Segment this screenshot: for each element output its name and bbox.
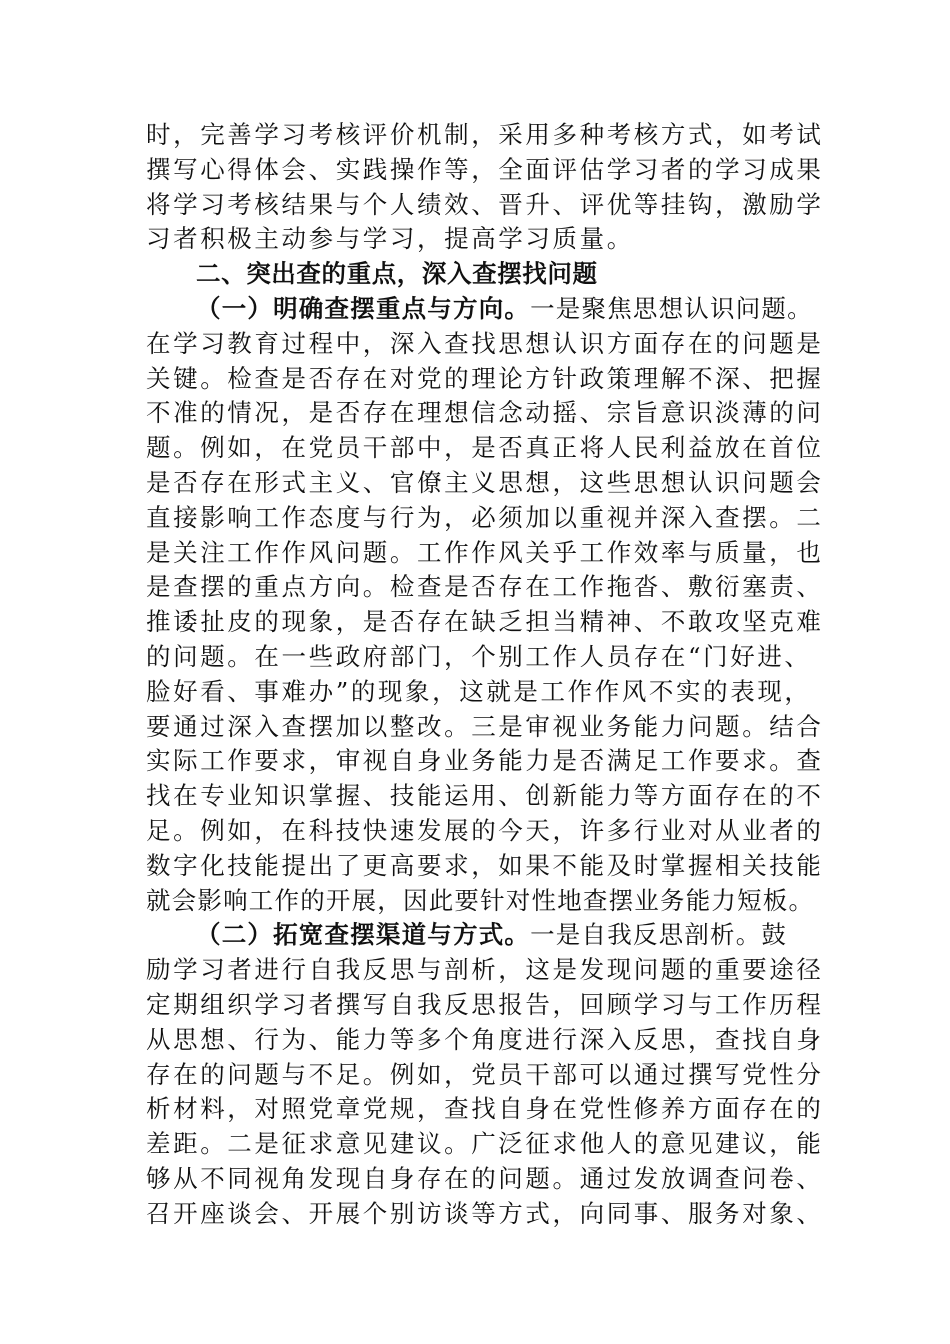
text-line: 足。例如，在科技快速发展的今天，许多行业对从业者的 [146,815,824,845]
text-line: 题。例如，在党员干部中，是否真正将人民利益放在首位 [146,433,824,463]
text-line: 励学习者进行自我反思与剖析，这是发现问题的重要途径 [146,955,824,985]
body-text [146,118,836,1232]
text-line: 撰写心得体会、实践操作等，全面评估学习者的学习成果 [146,154,824,184]
text-line: 够从不同视角发现自身存在的问题。通过发放调查问卷、 [146,1163,824,1193]
subsection-line [146,292,836,327]
text-line: 就会影响工作的开展，因此要针对性地查摆业务能力短板。 [146,885,815,915]
text-line: 是否存在形式主义、官僚主义思想，这些思想认识问题会 [146,467,824,497]
text-line: 直接影响工作态度与行为，必须加以重视并深入查摆。二 [146,502,824,532]
section-heading: 二、突出查的重点，深入查摆找问题 [196,259,598,289]
text-line: 是查摆的重点方向。检查是否存在工作拖沓、敷衍塞责、 [146,572,824,602]
text-line: 关键。检查是否存在对党的理论方针政策理解不深、把握 [146,363,824,393]
subsection-heading: （二）拓宽查摆渠道与方式。 [196,920,531,950]
text-span: 一是自我反思剖析。鼓 [530,920,788,950]
text-line: 在学习教育过程中，深入查找思想认识方面存在的问题是 [146,328,824,358]
text-line: 析材料，对照党章党规，查找自身在党性修养方面存在的 [146,1094,824,1124]
text-line: 定期组织学习者撰写自我反思报告，回顾学习与工作历程 [146,989,824,1019]
text-line: 要通过深入查摆加以整改。三是审视业务能力问题。结合 [146,711,824,741]
text-line: 是关注工作作风问题。工作作风关乎工作效率与质量，也 [146,537,824,567]
text-line: 从思想、行为、能力等多个角度进行深入反思，查找自身 [146,1024,824,1054]
text-line: 将学习考核结果与个人绩效、晋升、评优等挂钩，激励学 [146,189,824,219]
text-line: 实际工作要求，审视自身业务能力是否满足工作要求。查 [146,746,824,776]
text-line: 时，完善学习考核评价机制，采用多种考核方式，如考试 [146,120,824,149]
text-line: 不准的情况，是否存在理想信念动摇、宗旨意识淡薄的问 [146,398,824,428]
subsection-heading: （一）明确查摆重点与方向。 [196,293,531,323]
text-line: 差距。二是征求意见建议。广泛征求他人的意见建议，能 [146,1129,824,1159]
subsection-line [146,918,836,953]
text-line: 召开座谈会、开展个别访谈等方式，向同事、服务对象、 [146,1198,824,1228]
text-line: 数字化技能提出了更高要求，如果不能及时掌握相关技能 [146,850,824,880]
text-line: 找在专业知识掌握、技能运用、创新能力等方面存在的不 [146,781,824,811]
text-line: 推诿扯皮的现象，是否存在缺乏担当精神、不敢攻坚克难 [146,607,824,637]
text-line: 习者积极主动参与学习，提高学习质量。 [146,224,634,254]
text-line: 的问题。在一些政府部门，个别工作人员存在“门好进、 [146,641,812,671]
text-line: 脸好看、事难办”的现象，这就是工作作风不实的表现， [146,676,812,706]
text-span: 一是聚焦思想认识问题。 [530,293,813,323]
text-line: 存在的问题与不足。例如，党员干部可以通过撰写党性分 [146,1059,824,1089]
